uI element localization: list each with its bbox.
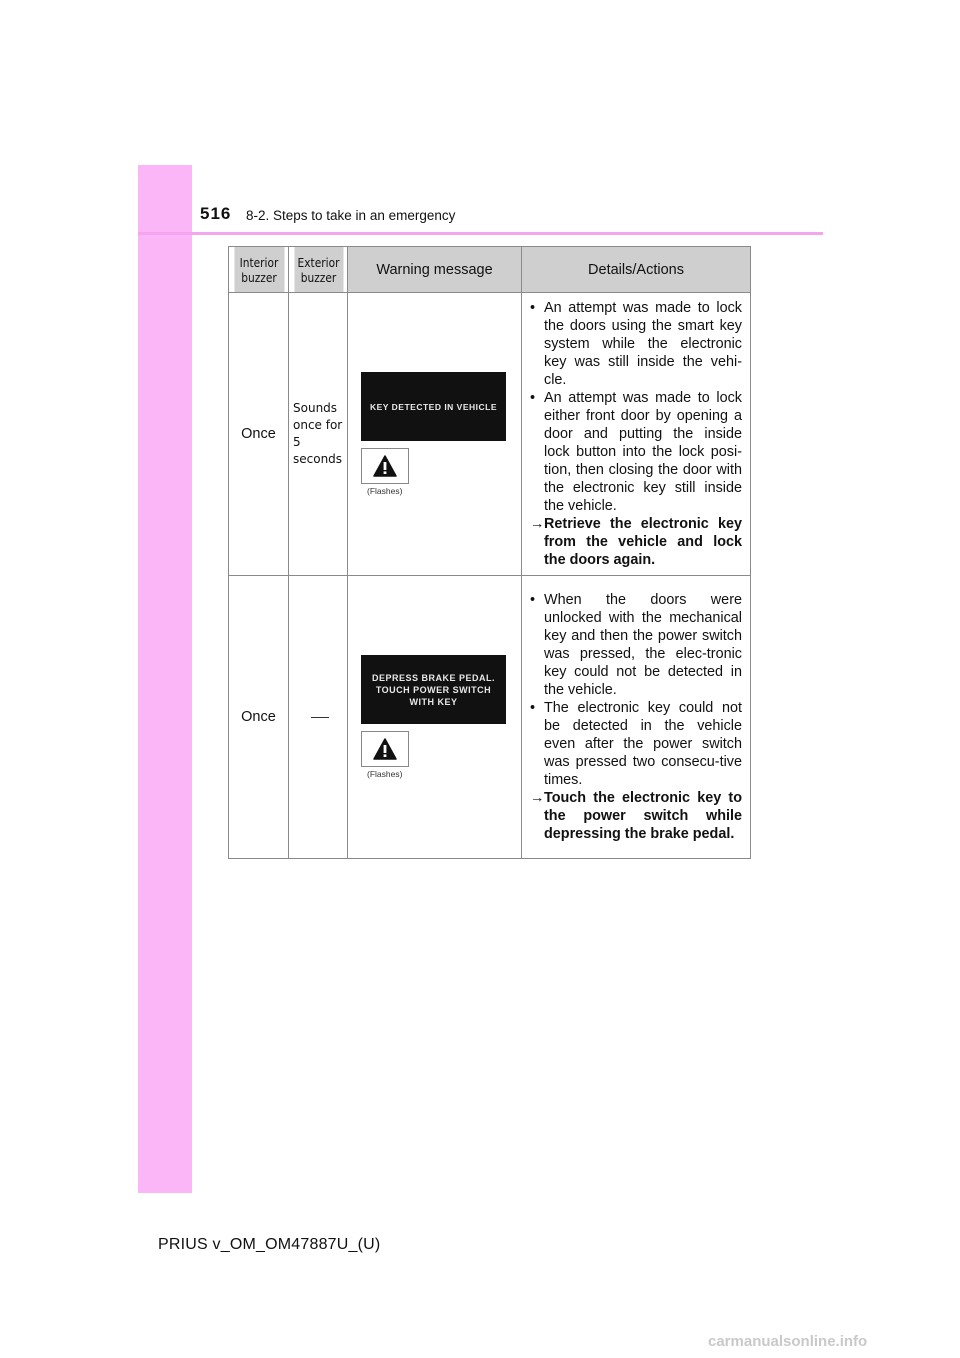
section-title: 8-2. Steps to take in an emergency xyxy=(246,208,456,223)
arrow-right-icon: → xyxy=(530,516,545,532)
exterior-buzzer-cell xyxy=(289,576,348,859)
table-row xyxy=(229,293,751,576)
header-rule xyxy=(138,232,823,235)
chapter-side-tab xyxy=(138,165,192,1193)
warning-message-cell xyxy=(348,293,522,576)
exterior-line: seconds xyxy=(293,452,343,466)
warning-triangle-icon xyxy=(373,738,397,760)
details-cell xyxy=(522,576,751,859)
action-text: → Retrieve the electronic key from the vehicle and lock the doors again. xyxy=(530,516,742,568)
flashes-label: (Flashes) xyxy=(367,486,403,496)
action-text: → Touch the electronic key to the power switch while depressing the brake pedal. xyxy=(530,790,742,842)
display-text: KEY DETECTED IN VEHICLE xyxy=(369,401,498,412)
details-cell xyxy=(522,293,751,576)
display-line: TOUCH POWER SWITCH xyxy=(375,684,492,695)
watermark[interactable]: carmanualsonline.info xyxy=(708,1333,868,1350)
exterior-line: 5 xyxy=(293,435,301,449)
table-header-row xyxy=(229,247,751,293)
detail-item: • When the doors were unlocked with the mechanical key and then the power switch was pressed, the elec-tronic key could not be detected in the vehicle. xyxy=(530,591,742,699)
display-screen xyxy=(361,372,506,441)
warning-triangle-icon xyxy=(373,455,397,477)
page-number: 516 xyxy=(200,204,232,223)
interior-buzzer-cell: Once xyxy=(229,293,289,576)
flashes-label: (Flashes) xyxy=(367,769,403,779)
warning-indicator xyxy=(361,448,409,484)
warning-table xyxy=(228,246,751,859)
no-buzzer-dash xyxy=(311,717,329,718)
exterior-line: once for xyxy=(293,418,343,432)
detail-item: • An attempt was made to lock the doors using the smart key system while the electronic key was still inside the vehi-cle. xyxy=(530,299,742,389)
warning-message-cell xyxy=(348,576,522,859)
header-details-actions: Details/Actions xyxy=(522,247,751,293)
display-screen xyxy=(361,655,506,724)
header-exterior-buzzer: Exterior buzzer xyxy=(293,247,343,293)
exterior-line: Sounds xyxy=(293,401,338,415)
header-warning-message: Warning message xyxy=(348,247,522,293)
document-id: PRIUS v_OM_OM47887U_(U) xyxy=(158,1236,381,1253)
detail-item: • An attempt was made to lock either front door by opening a door and putting the inside lock button into the lock posi-tion, then closing the door with the electronic key still inside the vehicle. xyxy=(530,389,742,515)
detail-item: • The electronic key could not be detected in the vehicle even after the power switch was pressed two consecu-tive times. xyxy=(530,699,742,789)
exterior-buzzer-cell xyxy=(289,293,348,576)
table-row xyxy=(229,576,751,859)
header-interior-buzzer: Interior buzzer xyxy=(233,247,284,293)
display-line: WITH KEY xyxy=(409,696,458,707)
display-line: DEPRESS BRAKE PEDAL. xyxy=(371,672,496,683)
arrow-right-icon: → xyxy=(530,790,545,806)
interior-buzzer-cell: Once xyxy=(229,576,289,859)
warning-indicator xyxy=(361,731,409,767)
